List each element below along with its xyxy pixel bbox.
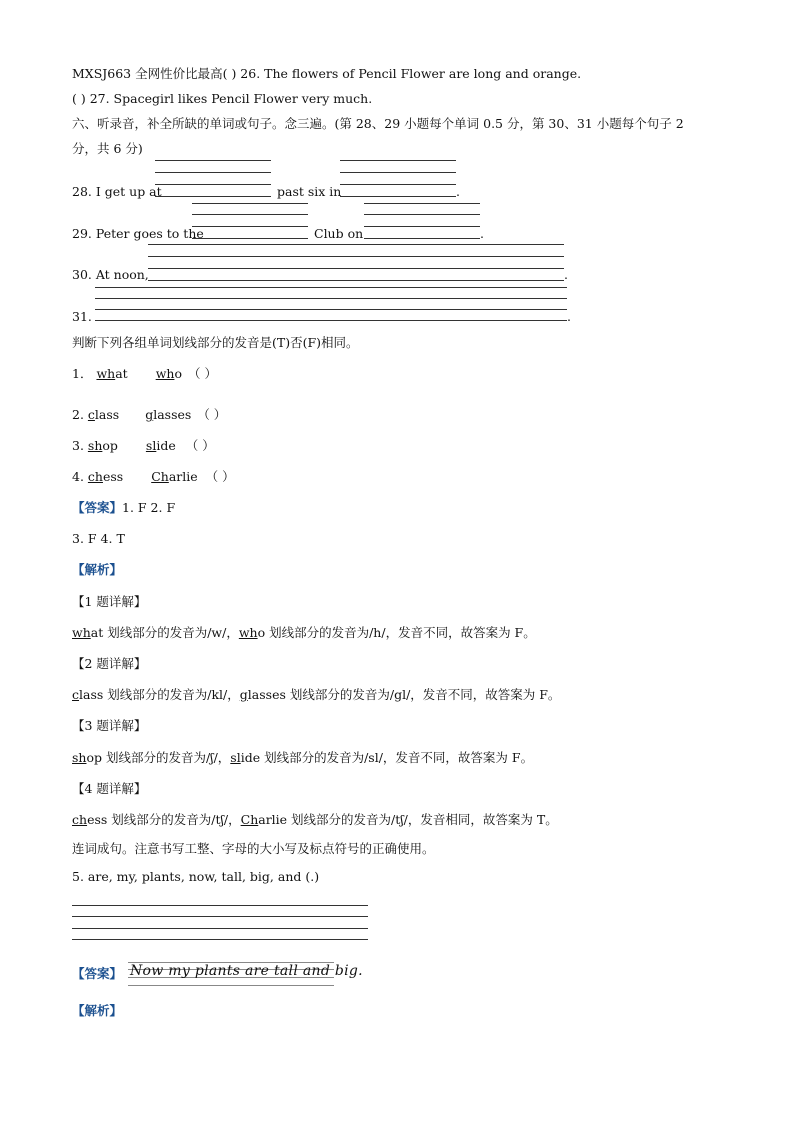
underlined-part: sl — [145, 438, 157, 453]
q29-mid: Club on — [314, 226, 364, 241]
word-rest: ess — [87, 812, 108, 827]
section-sentence-title: 连词成句。注意书写工整、字母的大小写及标点符号的正确使用。 — [72, 841, 435, 856]
detail-4-text — [72, 812, 558, 828]
underlined-part: wh — [96, 366, 116, 381]
q28-label: 28. I get up at — [72, 184, 162, 199]
detail-text: 划线部分的发音为/ʃ/， — [102, 750, 231, 765]
detail-text: 划线部分的发音为/tʃ/，发音相同，故答案为 T。 — [287, 812, 558, 827]
answer-bracket[interactable]: （ ） — [197, 407, 227, 422]
q29-label: 29. Peter goes to the — [72, 226, 204, 241]
detail-2-text — [72, 687, 560, 703]
question-27-line: ( ) 27. Spacegirl likes Pencil Flower very much. — [72, 91, 373, 106]
underlined-part: sl — [230, 750, 241, 765]
analysis-tag: 【解析】 — [72, 562, 123, 577]
underlined-part: ch — [72, 812, 88, 827]
word-rest: ide — [156, 438, 176, 453]
detail-text: 划线部分的发音为/gl/，发音不同，故答案为 F。 — [285, 687, 561, 702]
answer-bracket[interactable]: （ ） — [185, 438, 215, 453]
answer-bracket[interactable]: （ ） — [205, 469, 235, 484]
underlined-part: c — [72, 687, 80, 702]
detail-1-text — [72, 625, 536, 641]
detail-3-tag: 【3 题详解】 — [72, 718, 147, 733]
answer2-tag: 【答案】 — [72, 966, 123, 981]
underlined-part: c — [87, 407, 95, 422]
word-rest: lass — [79, 687, 104, 702]
word-rest: o — [174, 366, 182, 381]
underlined-part: wh — [238, 625, 258, 640]
word-rest: arlie — [168, 469, 198, 484]
underlined-part: ch — [87, 469, 103, 484]
detail-3-text — [72, 750, 533, 766]
word-rest: o — [257, 625, 266, 640]
underlined-part: Ch — [151, 469, 169, 484]
word-rest: at — [90, 625, 104, 640]
detail-1-tag: 【1 题详解】 — [72, 594, 147, 609]
q31-label: 31. — [72, 309, 92, 324]
item-number: 4. — [72, 469, 88, 484]
section-six-instruction: 六、听录音，补全所缺的单词或句子。念三遍。(第 28、29 小题每个单词 0.5 分，第 30、31 小题每个句子 2 — [72, 116, 684, 131]
item-number: 3. — [72, 438, 88, 453]
answer-bracket[interactable]: （ ） — [187, 366, 217, 381]
pron-item-3 — [72, 438, 215, 454]
question-26-line: MXSJ663 全网性价比最高( ) 26. The flowers of Pencil Flower are long and orange. — [72, 66, 582, 81]
q28-end: . — [456, 184, 460, 199]
item-number: 2. — [72, 407, 88, 422]
item-number: 1． — [72, 366, 93, 381]
word-rest: lasses — [153, 407, 192, 422]
detail-text: 划线部分的发音为/tʃ/， — [107, 812, 241, 827]
underlined-part: sh — [72, 750, 87, 765]
q31-end: . — [567, 309, 571, 324]
answer-line-2: 3. F 4. T — [72, 531, 125, 546]
analysis2-tag: 【解析】 — [72, 1003, 123, 1018]
underlined-part: wh — [72, 625, 91, 640]
underlined-part: g — [145, 407, 154, 422]
detail-text: 划线部分的发音为/kl/， — [103, 687, 240, 702]
detail-text: 划线部分的发音为/sl/，发音不同，故答案为 F。 — [260, 750, 534, 765]
underlined-part: g — [239, 687, 248, 702]
underlined-part: wh — [155, 366, 175, 381]
word-rest: ess — [102, 469, 124, 484]
answer-tag: 【答案】 — [72, 500, 123, 515]
word-rest: lasses — [247, 687, 286, 702]
pron-item-1 — [72, 366, 217, 382]
q28-mid: past six in — [277, 184, 342, 199]
section-pronunciation-title: 判断下列各组单词划线部分的发音是(T)否(F)相同。 — [72, 335, 359, 350]
section-six-instruction-cont: 分，共 6 分) — [72, 141, 143, 156]
q30-end: . — [564, 267, 568, 282]
answer-line-1 — [72, 500, 175, 516]
word-rest: op — [86, 750, 102, 765]
underlined-part: Ch — [240, 812, 259, 827]
underlined-part: sh — [87, 438, 103, 453]
detail-text: 划线部分的发音为/h/，发音不同，故答案为 F。 — [265, 625, 536, 640]
word-rest: ide — [240, 750, 261, 765]
q29-end: . — [480, 226, 484, 241]
pron-item-2 — [72, 407, 226, 423]
q30-label: 30. At noon, — [72, 267, 149, 282]
word-rest: op — [102, 438, 118, 453]
answer-text: 1. F 2. F — [122, 500, 176, 515]
answer2-text: Now my plants are tall and big. — [130, 963, 363, 979]
detail-text: 划线部分的发音为/w/， — [103, 625, 239, 640]
word-rest: at — [115, 366, 128, 381]
question-5: 5. are, my, plants, now, tall, big, and (.) — [72, 869, 320, 884]
detail-4-tag: 【4 题详解】 — [72, 781, 147, 796]
word-rest: lass — [94, 407, 120, 422]
word-rest: arlie — [258, 812, 288, 827]
detail-2-tag: 【2 题详解】 — [72, 656, 147, 671]
pron-item-4 — [72, 469, 235, 485]
